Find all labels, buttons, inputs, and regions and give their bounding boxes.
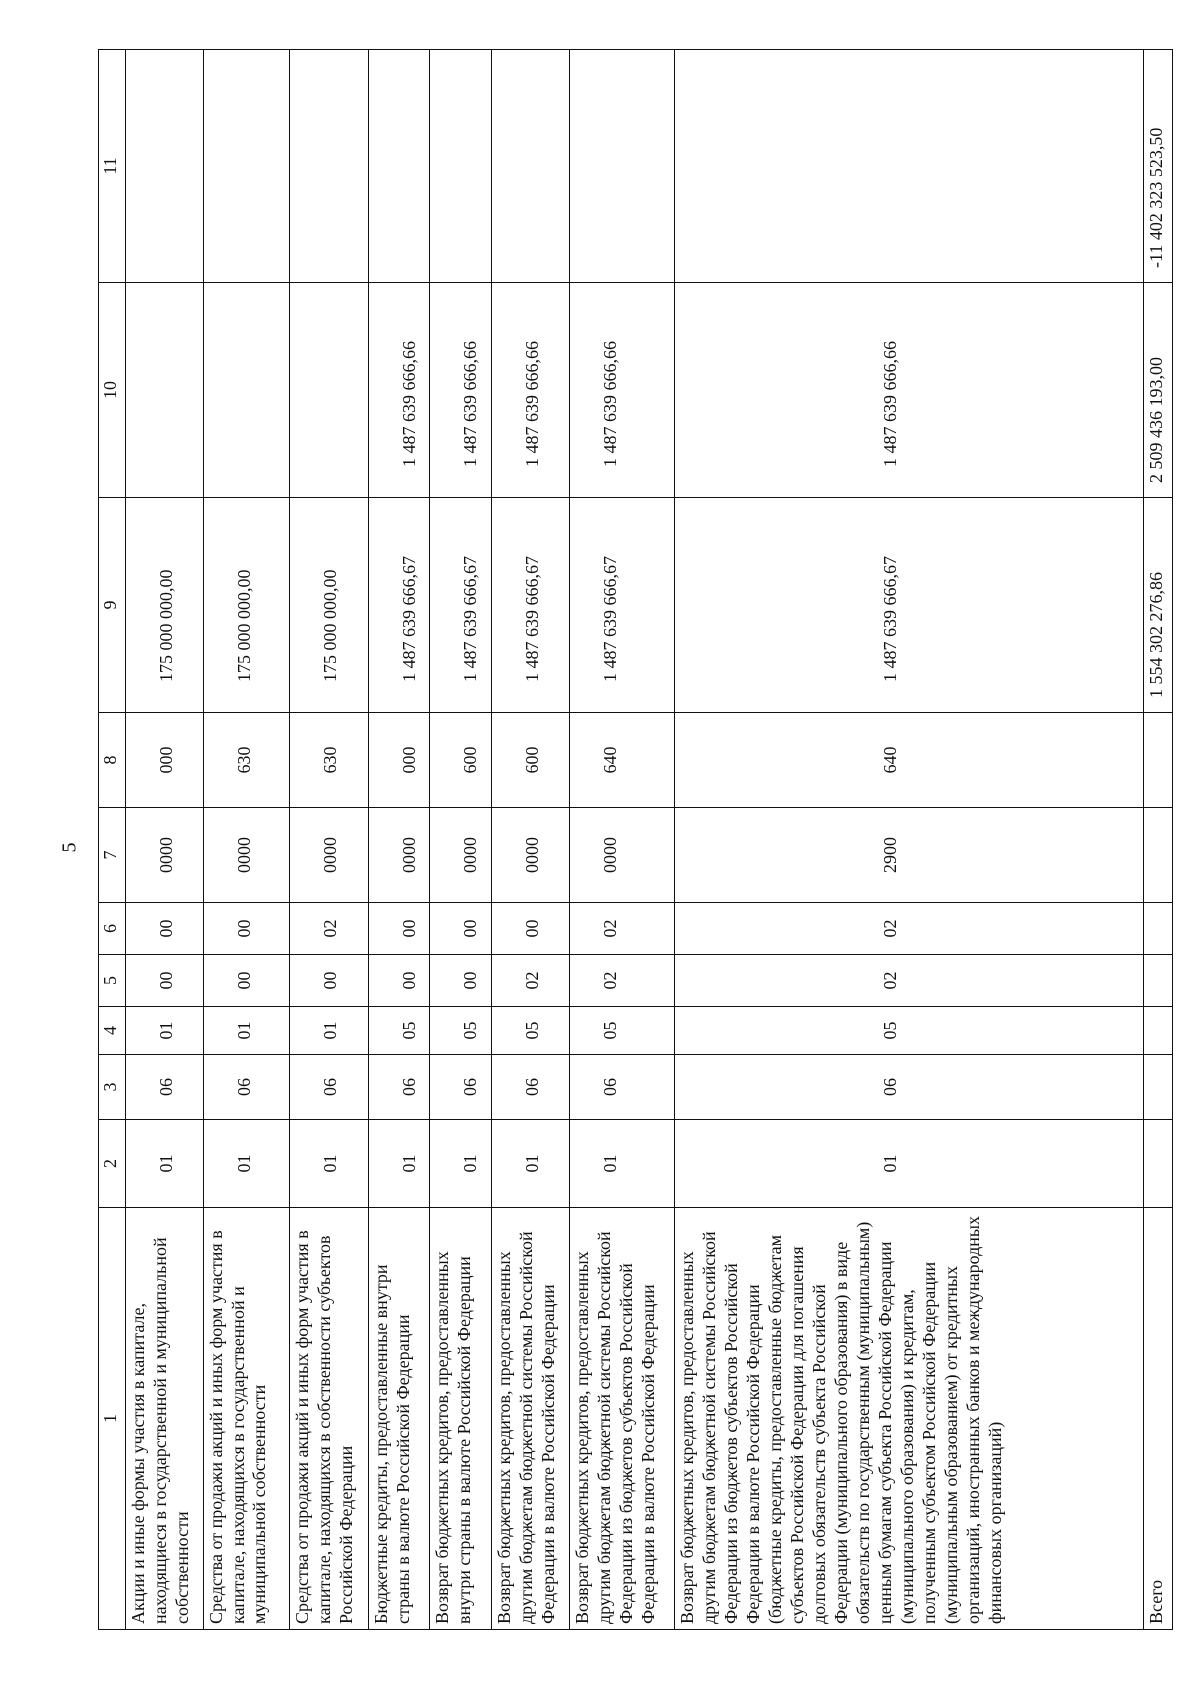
code-cell: 00 — [203, 955, 289, 1007]
code-cell: 06 — [289, 1055, 369, 1120]
table-row — [675, 50, 1144, 1630]
column-header: 11 — [99, 50, 126, 283]
code-cell: 01 — [203, 1007, 289, 1055]
total-amount: 1 554 302 276,86 — [1143, 498, 1172, 713]
column-header: 8 — [99, 713, 126, 808]
code-cell: 02 — [675, 955, 1144, 1007]
budget-sources-table — [98, 49, 1173, 1630]
code-cell: 630 — [289, 713, 369, 808]
code-cell: 630 — [203, 713, 289, 808]
column-header: 6 — [99, 903, 126, 955]
table-row — [289, 50, 369, 1630]
code-cell: 01 — [569, 1120, 675, 1208]
code-cell: 05 — [569, 1007, 675, 1055]
column-header: 7 — [99, 808, 126, 903]
empty-cell — [1143, 1055, 1172, 1120]
code-cell: 00 — [429, 955, 491, 1007]
code-cell: 01 — [203, 1120, 289, 1208]
code-cell: 600 — [429, 713, 491, 808]
amount-cell — [203, 50, 289, 283]
code-cell: 06 — [369, 1055, 429, 1120]
amount-cell: 175 000 000,00 — [203, 498, 289, 713]
code-cell: 000 — [126, 713, 204, 808]
column-header: 10 — [99, 283, 126, 498]
rotated-page — [98, 50, 1173, 1630]
amount-cell: 1 487 639 666,67 — [369, 498, 429, 713]
amount-cell — [203, 283, 289, 498]
code-cell: 00 — [369, 903, 429, 955]
amount-cell — [289, 283, 369, 498]
row-description: Средства от продажи акций и иных форм участия в капитале, находящихся в государственной и муниципальной собственности — [203, 1208, 289, 1630]
table-row — [203, 50, 289, 1630]
column-header: 9 — [99, 498, 126, 713]
code-cell: 01 — [289, 1120, 369, 1208]
column-header: 5 — [99, 955, 126, 1007]
total-amount: -11 402 323 523,50 — [1143, 50, 1172, 283]
amount-cell — [369, 50, 429, 283]
row-description: Возврат бюджетных кредитов, предоставленных другим бюджетам бюджетной системы Российской Федерации из бюджетов субъектов Российской Федерации в валюте Российской Федерации (бюджетные кредиты, предоставленные бюджетам субъектов Российской Федерации для погашения долговых обязательств субъекта Российской Федерации (муниципального образования) в виде обязательств по государственным (муниципальным) ценным бумагам субъекта Российской Федерации (муниципального образования) и кредитам, полученным субъектом Российской Федерации (муниципальным образованием) от кредитных организаций, иностранных банков и международных финансовых организаций) — [675, 1208, 1144, 1630]
amount-cell: 1 487 639 666,66 — [369, 283, 429, 498]
code-cell: 02 — [289, 903, 369, 955]
code-cell: 00 — [203, 903, 289, 955]
code-cell: 00 — [492, 903, 570, 955]
page-number: 5 — [58, 842, 81, 853]
code-cell: 00 — [126, 903, 204, 955]
amount-cell — [675, 50, 1144, 283]
code-cell: 06 — [126, 1055, 204, 1120]
empty-cell — [1143, 713, 1172, 808]
total-label: Всего — [1143, 1208, 1172, 1630]
code-cell: 01 — [429, 1120, 491, 1208]
empty-cell — [1143, 1007, 1172, 1055]
amount-cell: 1 487 639 666,66 — [429, 283, 491, 498]
amount-cell — [569, 50, 675, 283]
amount-cell — [429, 50, 491, 283]
code-cell: 06 — [492, 1055, 570, 1120]
code-cell: 06 — [569, 1055, 675, 1120]
amount-cell: 1 487 639 666,66 — [492, 283, 570, 498]
code-cell: 05 — [369, 1007, 429, 1055]
code-cell: 05 — [429, 1007, 491, 1055]
code-cell: 02 — [569, 955, 675, 1007]
code-cell: 600 — [492, 713, 570, 808]
code-cell: 0000 — [492, 808, 570, 903]
code-cell: 06 — [675, 1055, 1144, 1120]
amount-cell — [492, 50, 570, 283]
empty-cell — [1143, 903, 1172, 955]
row-description: Возврат бюджетных кредитов, предоставленных внутри страны в валюте Российской Федерации — [429, 1208, 491, 1630]
column-header: 4 — [99, 1007, 126, 1055]
empty-cell — [1143, 808, 1172, 903]
amount-cell: 1 487 639 666,67 — [492, 498, 570, 713]
amount-cell: 175 000 000,00 — [289, 498, 369, 713]
empty-cell — [1143, 955, 1172, 1007]
code-cell: 0000 — [429, 808, 491, 903]
table-row — [126, 50, 204, 1630]
code-cell: 00 — [126, 955, 204, 1007]
code-cell: 0000 — [569, 808, 675, 903]
code-cell: 00 — [429, 903, 491, 955]
row-description: Возврат бюджетных кредитов, предоставленных другим бюджетам бюджетной системы Российской Федерации из бюджетов субъектов Российской Федерации в валюте Российской Федерации — [569, 1208, 675, 1630]
code-cell: 640 — [569, 713, 675, 808]
column-number-row — [99, 50, 126, 1630]
code-cell: 0000 — [369, 808, 429, 903]
code-cell: 01 — [126, 1007, 204, 1055]
table-row — [492, 50, 570, 1630]
code-cell: 01 — [126, 1120, 204, 1208]
code-cell: 06 — [429, 1055, 491, 1120]
code-cell: 02 — [675, 903, 1144, 955]
code-cell: 000 — [369, 713, 429, 808]
amount-cell — [126, 283, 204, 498]
code-cell: 01 — [369, 1120, 429, 1208]
amount-cell — [289, 50, 369, 283]
code-cell: 05 — [675, 1007, 1144, 1055]
row-description: Бюджетные кредиты, предоставленные внутри страны в валюте Российской Федерации — [369, 1208, 429, 1630]
row-description: Акции и иные формы участия в капитале, находящиеся в государственной и муниципальной собственности — [126, 1208, 204, 1630]
code-cell: 00 — [289, 955, 369, 1007]
code-cell: 2900 — [675, 808, 1144, 903]
amount-cell — [126, 50, 204, 283]
code-cell: 0000 — [126, 808, 204, 903]
code-cell: 06 — [203, 1055, 289, 1120]
code-cell: 01 — [675, 1120, 1144, 1208]
amount-cell: 175 000 000,00 — [126, 498, 204, 713]
code-cell: 02 — [492, 955, 570, 1007]
table-row — [369, 50, 429, 1630]
code-cell: 640 — [675, 713, 1144, 808]
column-header: 1 — [99, 1208, 126, 1630]
table-row — [569, 50, 675, 1630]
table-row — [429, 50, 491, 1630]
code-cell: 01 — [289, 1007, 369, 1055]
code-cell: 0000 — [289, 808, 369, 903]
code-cell: 01 — [492, 1120, 570, 1208]
total-amount: 2 509 436 193,00 — [1143, 283, 1172, 498]
empty-cell — [1143, 1120, 1172, 1208]
amount-cell: 1 487 639 666,67 — [675, 498, 1144, 713]
amount-cell: 1 487 639 666,66 — [569, 283, 675, 498]
code-cell: 00 — [369, 955, 429, 1007]
code-cell: 02 — [569, 903, 675, 955]
row-description: Возврат бюджетных кредитов, предоставленных другим бюджетам бюджетной системы Российской Федерации в валюте Российской Федерации — [492, 1208, 570, 1630]
total-row — [1143, 50, 1172, 1630]
amount-cell: 1 487 639 666,67 — [429, 498, 491, 713]
code-cell: 05 — [492, 1007, 570, 1055]
code-cell: 0000 — [203, 808, 289, 903]
column-header: 3 — [99, 1055, 126, 1120]
amount-cell: 1 487 639 666,67 — [569, 498, 675, 713]
amount-cell: 1 487 639 666,66 — [675, 283, 1144, 498]
column-header: 2 — [99, 1120, 126, 1208]
row-description: Средства от продажи акций и иных форм участия в капитале, находящихся в собственности субъектов Российской Федерации — [289, 1208, 369, 1630]
